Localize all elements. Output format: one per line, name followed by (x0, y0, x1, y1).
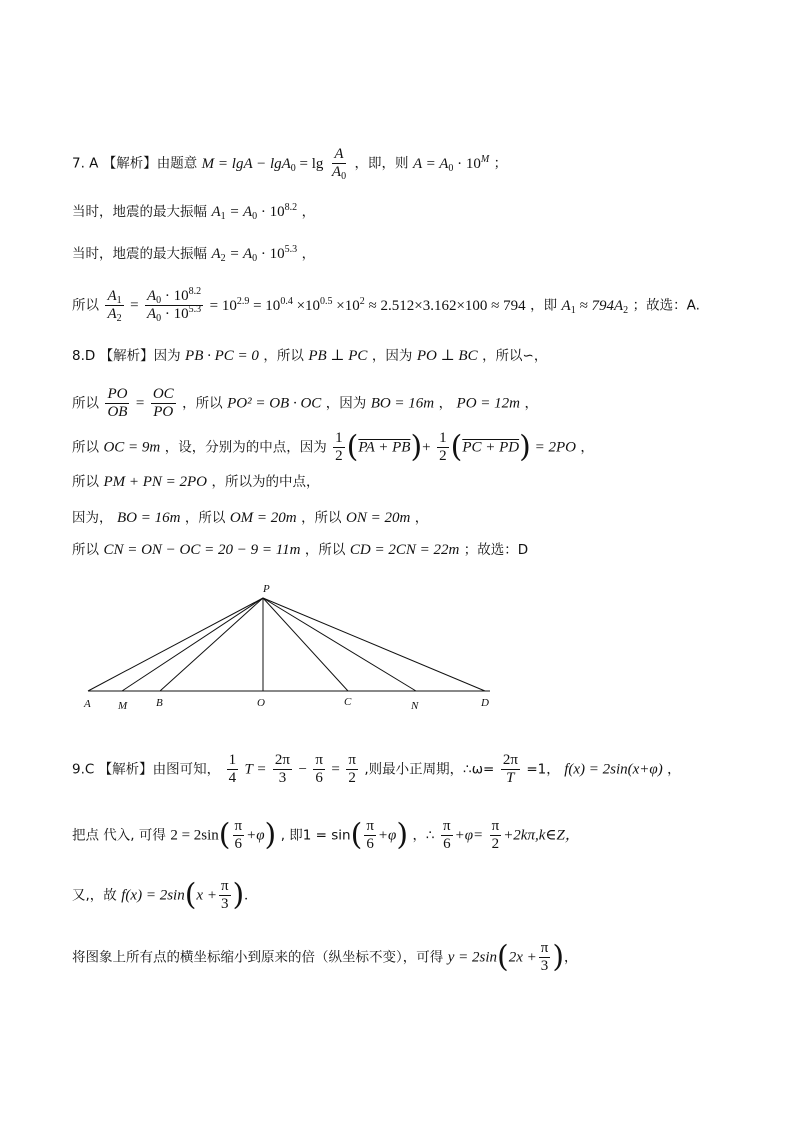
q9-line2: 把点 代入, 可得 2 = 2sin( $\frac{\pi}{6}$ +φ) , 即1 = sin( $\frac{\pi}{6}$ +φ) ，∴ $\frac{\pi}{6}$ +φ= $\frac{\pi}{2}$ +2kπ,k∈Z， (72, 817, 580, 853)
label-B: B (156, 697, 163, 709)
segment-PN (263, 598, 416, 691)
label-N: N (411, 700, 419, 712)
q8-line4: 所以 PM + PN = 2PO ，所以为的中点， (72, 474, 320, 490)
q7-line1: 7. A 【解析】由题意 M = lgA − lgA$_0$ = lg $\frac{A}{A_0}$ ，即，则 $A = A_0 \cdot 10^M$ ； (72, 146, 508, 182)
label-O: O (257, 697, 265, 709)
q7-fraction: $\frac{A}{A_0}$ (331, 146, 347, 182)
segment-PC (263, 598, 348, 691)
q8-line5: 因为， BO = 16m ，所以 OM = 20m ，所以 ON = 20m ， (72, 510, 429, 526)
q9-line3: 又,，故 f(x) = 2sin(x + $\frac{\pi}{3}$ ). (72, 877, 248, 913)
label-A: A (84, 698, 91, 710)
segment-PM (122, 598, 263, 691)
label-C: C (344, 696, 352, 708)
q9-line1: 9.C 【解析】由图可知， $\frac{1}{4}$ T = $\frac{2\pi}{3}$ − $\frac{\pi}{6}$ = $\frac{\pi}{2}$ ,则最小正周期，∴ω= $\frac{2\pi}{T}$ =1， f(x) = 2sin(x+φ) ， (72, 752, 681, 786)
q8-line2: 所以 $\frac{PO}{OB}$ = $\frac{OC}{PO}$ ，所以 PO² = OB · OC ，因为 BO = 16m ， PO = 12m ， (72, 386, 538, 420)
q7-line2: 当时，地震的最大振幅 $A_1 = A_0 \cdot 10^{8.2}$ ， (72, 202, 316, 222)
label-D: D (481, 697, 489, 709)
q8-line3: 所以 OC = 9m ，设，分别为的中点，因为 $\frac{1}{2}$ (PA + PB)+ $\frac{1}{2}$ (PC + PD) = 2PO ， (72, 429, 594, 465)
segment-PD (263, 598, 485, 691)
q8-line6: 所以 CN = ON − OC = 20 − 9 = 11m ，所以 CD = 2CN = 22m ；故选：D (72, 542, 529, 558)
label-P: P (263, 583, 270, 595)
q7-prefix: 7. A 【解析】由题意 (72, 155, 198, 172)
q7-line4: 所以 $\frac{A_1}{A_2}$ = $\frac{A_0 \cdot 10^{8.2}}{A_0 \cdot 10^{5.3}}$ = $10^{2.9} = 10^{0.4} \times 10^{0.5} \times 10^2 \approx 2.512\times 3.162\times 100 \approx 794$ ，即 $A_1 \approx 794A_2$ ；故选：A. (72, 286, 700, 324)
label-M: M (118, 700, 128, 712)
geometry-figure (80, 580, 510, 715)
q7-line3: 当时，地震的最大振幅 $A_2 = A_0 \cdot 10^{5.3}$ ， (72, 244, 316, 264)
q8-line1: 8.D 【解析】因为 PB · PC = 0 ，所以 PB ⊥ PC ，因为 PO ⊥ BC ，所以∽， (72, 348, 548, 364)
q7-eq1: M = lgA − lgA (201, 155, 291, 172)
q9-line4: 将图象上所有点的横坐标缩小到原来的倍（纵坐标不变），可得 y = 2sin(2x + $\frac{\pi}{3}$ )， (72, 939, 578, 975)
